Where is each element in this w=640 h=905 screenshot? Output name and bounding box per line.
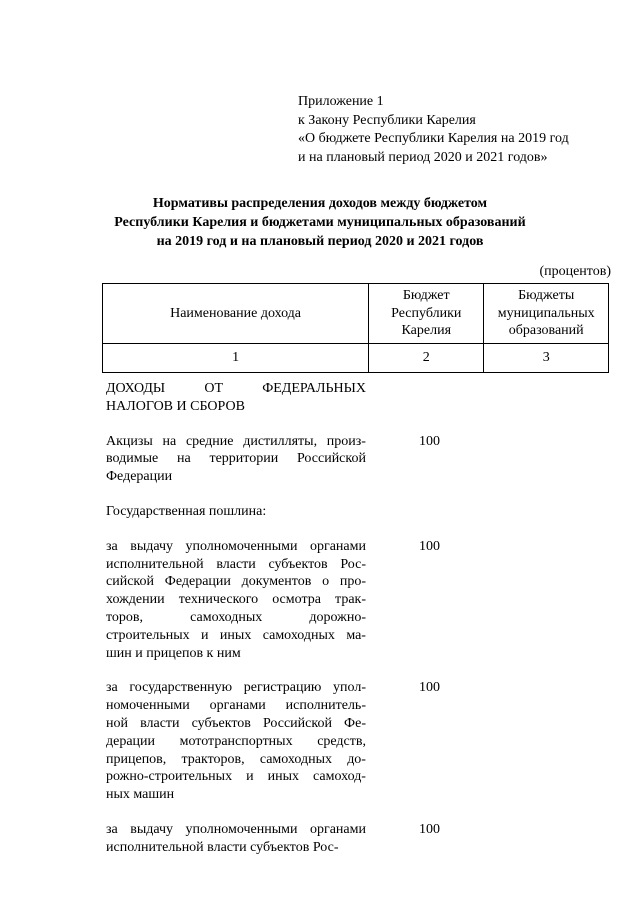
word: и (201, 627, 209, 643)
income-name-line (106, 821, 366, 839)
income-name-line (106, 679, 366, 697)
word: рожно-строительных (106, 769, 233, 785)
word: документов (241, 574, 312, 590)
word: органами (309, 538, 366, 554)
income-name-line (106, 380, 366, 398)
word: территории (209, 451, 279, 467)
word: Фе- (344, 715, 366, 731)
word: органами (209, 698, 266, 714)
title-line: Нормативы распределения доходов между бюджетом (152, 196, 488, 211)
title-line: Республики Карелия и бюджетами муниципальных образований (114, 215, 526, 230)
word: исполнительной (106, 556, 204, 572)
word: трак- (335, 592, 366, 608)
word: самоходных (190, 609, 263, 625)
header-line: Бюджеты (518, 288, 575, 304)
word: выдачу (130, 538, 174, 554)
header-line: Бюджет (402, 288, 450, 304)
word: упол- (333, 680, 366, 696)
word: ДОХОДЫ (106, 381, 166, 396)
word: Федерации (164, 574, 231, 590)
word: ФЕДЕРАЛЬНЫХ (262, 381, 366, 396)
appendix-block (298, 93, 569, 167)
column-number: 3 (484, 344, 609, 373)
income-name-line (106, 538, 366, 556)
word: до- (347, 751, 366, 767)
appendix-line: Приложение 1 (298, 94, 384, 109)
column-number: 1 (103, 344, 369, 373)
income-name (106, 821, 366, 857)
word: номоченными (106, 698, 190, 714)
word: Акцизы (106, 433, 153, 449)
word: исполнитель- (285, 698, 366, 714)
republic-share-value: 100 (419, 821, 440, 837)
word: самоходных (259, 751, 333, 767)
income-name-line: шин и прицепов к ним (106, 645, 241, 661)
word: уполномоченными (185, 538, 298, 554)
income-name-line: Федерации (106, 469, 173, 485)
units-label: (процентов) (539, 264, 611, 279)
word: сийской (106, 574, 154, 590)
word: строительных (106, 627, 190, 643)
income-name-line (106, 715, 366, 733)
word: средств, (317, 733, 366, 749)
header-income-name: Наименование дохода (103, 284, 369, 344)
income-name-line (106, 627, 366, 645)
appendix-line: и на плановый период 2020 и 2021 годов» (298, 149, 548, 165)
column-number: 2 (369, 344, 484, 373)
income-name (106, 679, 366, 804)
republic-share-value: 100 (419, 433, 440, 449)
word: ма- (346, 627, 366, 643)
header-line: Республики (391, 305, 462, 321)
appendix-line: к Закону Республики Карелия (298, 112, 476, 128)
word: о (322, 574, 330, 590)
title-line: на 2019 год и на плановый период 2020 и 2021 годов (156, 234, 484, 249)
header-line: образований (508, 323, 584, 339)
word: иных (267, 769, 299, 785)
income-name-line (106, 556, 366, 574)
word: Рос- (340, 556, 366, 572)
word: регистрацию (243, 680, 322, 696)
word: хождении (106, 592, 165, 608)
word: субъектов (268, 556, 328, 572)
word: Российской (296, 451, 366, 467)
word: субъектов (191, 715, 251, 731)
income-name-line (106, 751, 366, 769)
appendix-line: «О бюджете Республики Карелия на 2019 год (298, 131, 569, 146)
word: осмотра (272, 592, 321, 608)
word: власти (216, 556, 256, 572)
income-name-line (106, 697, 366, 715)
income-name (106, 433, 366, 486)
word: торов, (106, 609, 144, 625)
income-rows (106, 380, 440, 874)
word: за (106, 538, 118, 554)
word: мототранспортных (179, 733, 293, 749)
table-row (106, 433, 440, 486)
word: дорожно- (309, 609, 366, 625)
table-row (106, 538, 440, 663)
income-name-line: исполнительной власти субъектов Рос- (106, 839, 339, 855)
word: уполномоченными (185, 821, 298, 837)
word: на (176, 451, 191, 467)
word: самоходных (262, 627, 335, 643)
word: дерации (106, 733, 156, 749)
income-name (106, 380, 366, 416)
word: ной (106, 715, 128, 731)
income-name-line (106, 733, 366, 751)
word: за (106, 821, 118, 837)
income-name-line (106, 591, 366, 609)
word: про- (339, 574, 366, 590)
header-municipal-budgets (484, 284, 609, 344)
word: технического (178, 592, 259, 608)
word: средние (185, 433, 234, 449)
table-row (106, 503, 366, 521)
word: и (246, 769, 254, 785)
income-name (106, 538, 366, 663)
word: власти (140, 715, 180, 731)
republic-share-value: 100 (419, 680, 440, 696)
income-name (106, 503, 366, 521)
income-name-line: ных машин (106, 787, 175, 803)
word: Российской (262, 715, 332, 731)
republic-share-value: 100 (419, 538, 440, 554)
header-republic-budget (369, 284, 484, 344)
table-header (102, 283, 609, 373)
word: за (106, 680, 118, 696)
table-row (106, 679, 440, 804)
table-row (106, 380, 366, 416)
header-line: Карелия (401, 323, 452, 339)
document-title (100, 194, 540, 251)
word: прицепов, (106, 751, 167, 767)
income-name-line (106, 433, 366, 451)
word: тракторов, (181, 751, 245, 767)
header-line: муниципальных (497, 305, 595, 321)
income-name-line (106, 768, 366, 786)
income-name-line: Государственная пошлина: (106, 503, 267, 519)
word: ОТ (204, 381, 223, 396)
income-name-line (106, 609, 366, 627)
word: иных (219, 627, 252, 643)
income-name-line: НАЛОГОВ И СБОРОВ (106, 398, 245, 414)
income-name-line (106, 450, 366, 468)
word: водимые (106, 451, 159, 467)
table-row (106, 821, 440, 857)
word: дистилляты, (243, 433, 318, 449)
word: самоход- (313, 769, 366, 785)
word: органами (309, 821, 366, 837)
word: выдачу (130, 821, 174, 837)
word: на (162, 433, 177, 449)
income-name-line (106, 573, 366, 591)
word: произ- (326, 433, 366, 449)
word: государственную (129, 680, 233, 696)
